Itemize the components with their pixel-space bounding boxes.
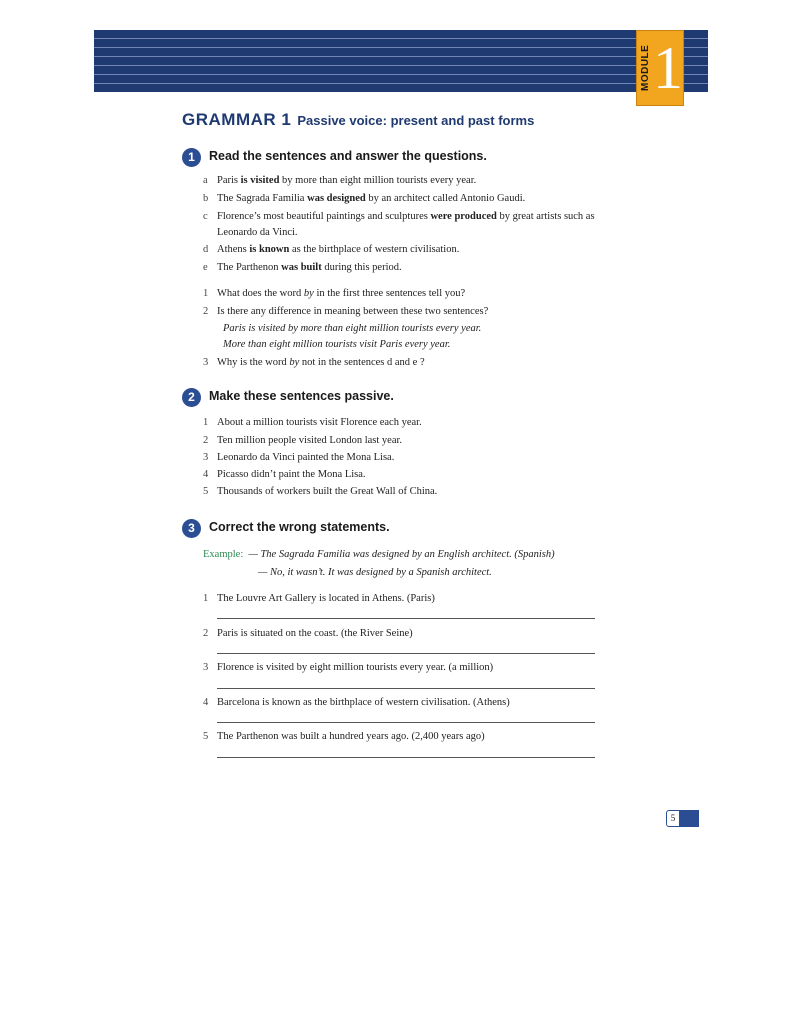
exercise-1-title: Read the sentences and answer the questions. [209, 149, 487, 163]
exercise-3-number: 3 [182, 519, 201, 538]
page-number-box [666, 810, 699, 827]
sentence-text: by great artists such as [496, 211, 595, 222]
question-text: in the first three sentences tell you? [313, 288, 466, 299]
exercise-2-number: 2 [182, 388, 201, 407]
example-question [203, 548, 555, 562]
grammar-label: GRAMMAR 1 [182, 110, 292, 129]
module-tab [636, 30, 684, 106]
question-label: 1 [203, 288, 209, 299]
item-text: Picasso didn’t paint the Mona Lisa. [217, 469, 366, 480]
question-italic: by [303, 288, 314, 299]
grammar-title [182, 110, 534, 130]
sentence-label: d [203, 244, 209, 255]
question-3 [203, 356, 425, 370]
exercise-2-item [203, 485, 437, 499]
item-text: Barcelona is known as the birthplace of western civilisation. (Athens) [217, 697, 510, 708]
question-label: 3 [203, 357, 209, 368]
item-label: 5 [203, 731, 209, 742]
answer-line[interactable] [217, 757, 595, 758]
sentence-bold: is known [249, 244, 290, 255]
sentence-c-continued: Leonardo da Vinci. [217, 227, 298, 238]
sentence-b [203, 192, 525, 206]
item-text: Leonardo da Vinci painted the Mona Lisa. [217, 452, 395, 463]
item-label: 2 [203, 628, 209, 639]
question-label: 2 [203, 306, 209, 317]
answer-line[interactable] [217, 653, 595, 654]
question-text: What does the word [217, 288, 304, 299]
example-question-text: — The Sagrada Familia was designed by an English architect. (Spanish) [248, 549, 555, 560]
answer-line[interactable] [217, 688, 595, 689]
question-2 [203, 305, 488, 319]
item-label: 2 [203, 435, 209, 446]
exercise-2-title: Make these sentences passive. [209, 389, 394, 403]
sentence-label: a [203, 175, 208, 186]
sentence-text: The Sagrada Familia [217, 193, 308, 204]
sentence-bold: were produced [430, 211, 497, 222]
sentence-text: by more than eight million tourists every year. [279, 175, 477, 186]
sentence-label: e [203, 262, 208, 273]
sentence-text: The Parthenon [217, 262, 282, 273]
item-text: Paris is situated on the coast. (the River Seine) [217, 628, 413, 639]
exercise-3-item [203, 730, 485, 744]
sentence-c [203, 210, 595, 224]
sentence-bold: was built [281, 262, 322, 273]
item-text: Ten million people visited London last year. [217, 435, 403, 446]
sentence-text: as the birthplace of western civilisation. [289, 244, 460, 255]
exercise-3-item [203, 696, 510, 710]
exercise-3-item [203, 627, 413, 641]
sentence-text: Florence’s most beautiful paintings and sculptures [217, 211, 431, 222]
sentence-text: Paris [217, 175, 241, 186]
question-text: Why is the word [217, 357, 290, 368]
module-number: 1 [653, 35, 683, 101]
sentence-text: during this period. [321, 262, 402, 273]
question-2-sentence-1: Paris is visited by more than eight million tourists every year. [223, 323, 482, 334]
sentence-d [203, 243, 459, 257]
item-label: 4 [203, 469, 209, 480]
sentence-a [203, 174, 476, 188]
exercise-2-item [203, 451, 394, 465]
item-label: 3 [203, 452, 209, 463]
sentence-e [203, 261, 402, 275]
item-label: 1 [203, 417, 209, 428]
sentence-label: b [203, 193, 209, 204]
example-answer: — No, it wasn’t. It was designed by a Spanish architect. [258, 567, 492, 578]
item-label: 3 [203, 662, 209, 673]
page-number-tab [679, 810, 699, 827]
item-text: Florence is visited by eight million tourists every year. (a million) [217, 662, 494, 673]
question-2-sentence-2: More than eight million tourists visit Paris every year. [223, 339, 451, 350]
sentence-text: by an architect called Antonio Gaudi. [365, 193, 526, 204]
exercise-2-item [203, 416, 422, 430]
sentence-bold: was designed [307, 193, 366, 204]
item-label: 1 [203, 593, 209, 604]
answer-line[interactable] [217, 722, 595, 723]
question-italic: by [289, 357, 300, 368]
exercise-1-number: 1 [182, 148, 201, 167]
exercise-3-item [203, 661, 493, 675]
answer-line[interactable] [217, 618, 595, 619]
item-label: 4 [203, 697, 209, 708]
grammar-subtitle: Passive voice: present and past forms [297, 113, 535, 128]
item-text: About a million tourists visit Florence each year. [217, 417, 422, 428]
item-label: 5 [203, 486, 209, 497]
sentence-bold: is visited [240, 175, 280, 186]
example-label: Example: [203, 549, 244, 560]
question-text: not in the sentences d and e ? [299, 357, 425, 368]
item-text: The Louvre Art Gallery is located in Athens. (Paris) [217, 593, 435, 604]
exercise-2-item [203, 468, 366, 482]
sentence-text: Athens [217, 244, 250, 255]
header-band [94, 30, 708, 92]
item-text: The Parthenon was built a hundred years ago. (2,400 years ago) [217, 731, 485, 742]
exercise-3-title: Correct the wrong statements. [209, 520, 390, 534]
page-number: 5 [666, 810, 680, 827]
module-word: MODULE [640, 44, 651, 92]
exercise-2-item [203, 434, 402, 448]
sentence-label: c [203, 211, 208, 222]
question-text: Is there any difference in meaning between these two sentences? [217, 306, 489, 317]
exercise-3-item [203, 592, 435, 606]
item-text: Thousands of workers built the Great Wall of China. [217, 486, 438, 497]
question-1 [203, 287, 465, 301]
